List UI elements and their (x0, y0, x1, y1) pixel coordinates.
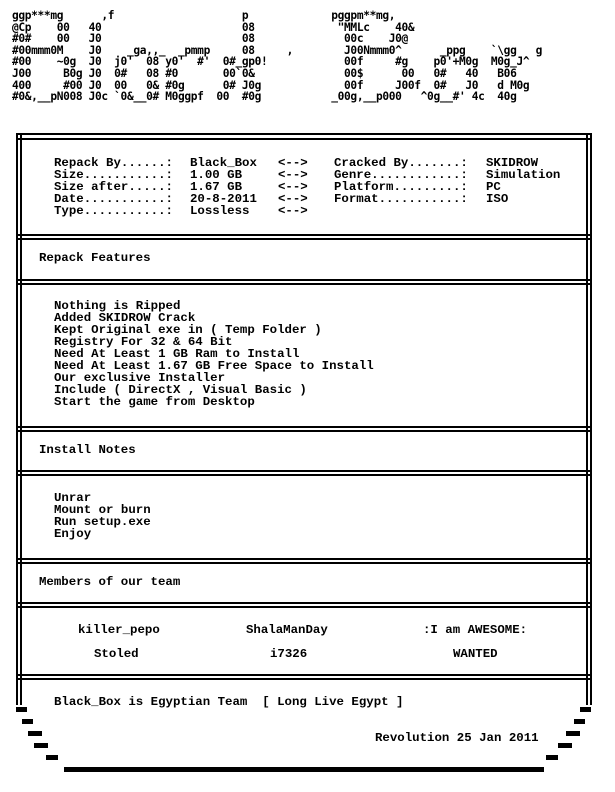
frame-step (34, 743, 48, 748)
info-arrow: <--> (278, 156, 308, 170)
info-arrow: <--> (278, 204, 308, 218)
info-label: Genre............: (334, 168, 468, 182)
info-value: Simulation (486, 168, 561, 182)
info-label: Platform.........: (334, 180, 468, 194)
frame-step (566, 731, 580, 736)
team-member: ShalaManDay (246, 623, 328, 637)
install-step: Mount or burn (54, 503, 151, 517)
section-divider (16, 474, 592, 476)
info-label: Repack By......: (54, 156, 173, 170)
info-value: PC (486, 180, 501, 194)
info-arrow: <--> (278, 192, 308, 206)
section-divider (16, 234, 592, 236)
install-step: Unrar (54, 491, 92, 505)
install-step: Run setup.exe (54, 515, 151, 529)
section-divider (16, 606, 592, 608)
info-label: Date...........: (54, 192, 173, 206)
section-divider (16, 678, 592, 680)
frame-left-border (16, 133, 18, 705)
feature-item: Start the game from Desktop (54, 395, 255, 409)
frame-step (22, 719, 33, 724)
info-label: Size...........: (54, 168, 173, 182)
feature-item: Need At Least 1 GB Ram to Install (54, 347, 300, 361)
feature-item: Need At Least 1.67 GB Free Space to Install (54, 359, 374, 373)
info-label: Format...........: (334, 192, 468, 206)
signature: Revolution 25 Jan 2011 (375, 731, 539, 745)
frame-right-border (590, 133, 592, 705)
section-divider (16, 602, 592, 604)
frame-step (16, 707, 27, 712)
section-divider (16, 426, 592, 428)
feature-item: Nothing is Ripped (54, 299, 181, 313)
frame-step (46, 755, 58, 760)
section-divider (16, 238, 592, 240)
section-divider (16, 430, 592, 432)
feature-item: Registry For 32 & 64 Bit (54, 335, 233, 349)
ascii-logo: ggp***mg ,f p pggpm**mg, @Cp 00 40 08 "MMLc 40& #0# 00 J0 08 00c J0@ #00mmm0M J0 _ga,,_ _pmmp 08 , J00Nmmm0^ _ppg `\gg g #00 ~0g J0 j0' 08 y0' #' 0#_gp0! 00f #g p0'+M0g M0g_J^ J00 B0g J0 0# 08 #0 00`0& 00$ 00 0# 40 B06 400 #00 J0 00 0& #0g 0# J0g 00f J00f 0# J0 d M0g #0&,__pN008 J0c `0&__0# M0ggpf 00 #0g _00g,__p000 ^0g__#' 4c 40g (12, 9, 542, 104)
section-divider (16, 279, 592, 281)
section-divider (16, 470, 592, 472)
frame-top-rule-2 (16, 138, 592, 140)
frame-top-rule (16, 133, 592, 135)
info-value: ISO (486, 192, 509, 206)
frame-left-border-2 (20, 133, 22, 705)
section-divider (16, 558, 592, 560)
frame-right-border-2 (586, 133, 588, 705)
info-value: Lossless (190, 204, 250, 218)
team-heading: Members of our team (39, 575, 181, 589)
frame-bottom-rule (64, 767, 544, 772)
install-heading: Install Notes (39, 443, 136, 457)
info-label: Type...........: (54, 204, 173, 218)
slogan: Black_Box is Egyptian Team [ Long Live Egypt ] (54, 695, 404, 709)
team-member: Stoled (94, 647, 139, 661)
info-label: Size after.....: (54, 180, 173, 194)
info-arrow: <--> (278, 168, 308, 182)
frame-step (558, 743, 572, 748)
info-value: 1.67 GB (190, 180, 243, 194)
section-divider (16, 562, 592, 564)
feature-item: Added SKIDROW Crack (54, 311, 196, 325)
info-value: Black_Box (190, 156, 257, 170)
team-member: killer_pepo (78, 623, 160, 637)
feature-item: Kept Original exe in ( Temp Folder ) (54, 323, 322, 337)
info-label: Cracked By.......: (334, 156, 468, 170)
feature-item: Our exclusive Installer (54, 371, 226, 385)
info-value: 20-8-2011 (190, 192, 257, 206)
info-value: 1.00 GB (190, 168, 243, 182)
info-value: SKIDROW (486, 156, 539, 170)
team-member: :I am AWESOME: (423, 623, 528, 637)
frame-step (580, 707, 591, 712)
frame-step (546, 755, 558, 760)
frame-step (28, 731, 42, 736)
team-member: WANTED (453, 647, 498, 661)
team-member: i7326 (270, 647, 308, 661)
frame-step (574, 719, 585, 724)
section-divider (16, 674, 592, 676)
install-step: Enjoy (54, 527, 92, 541)
feature-item: Include ( DirectX , Visual Basic ) (54, 383, 307, 397)
info-arrow: <--> (278, 180, 308, 194)
section-divider (16, 283, 592, 285)
features-heading: Repack Features (39, 251, 151, 265)
